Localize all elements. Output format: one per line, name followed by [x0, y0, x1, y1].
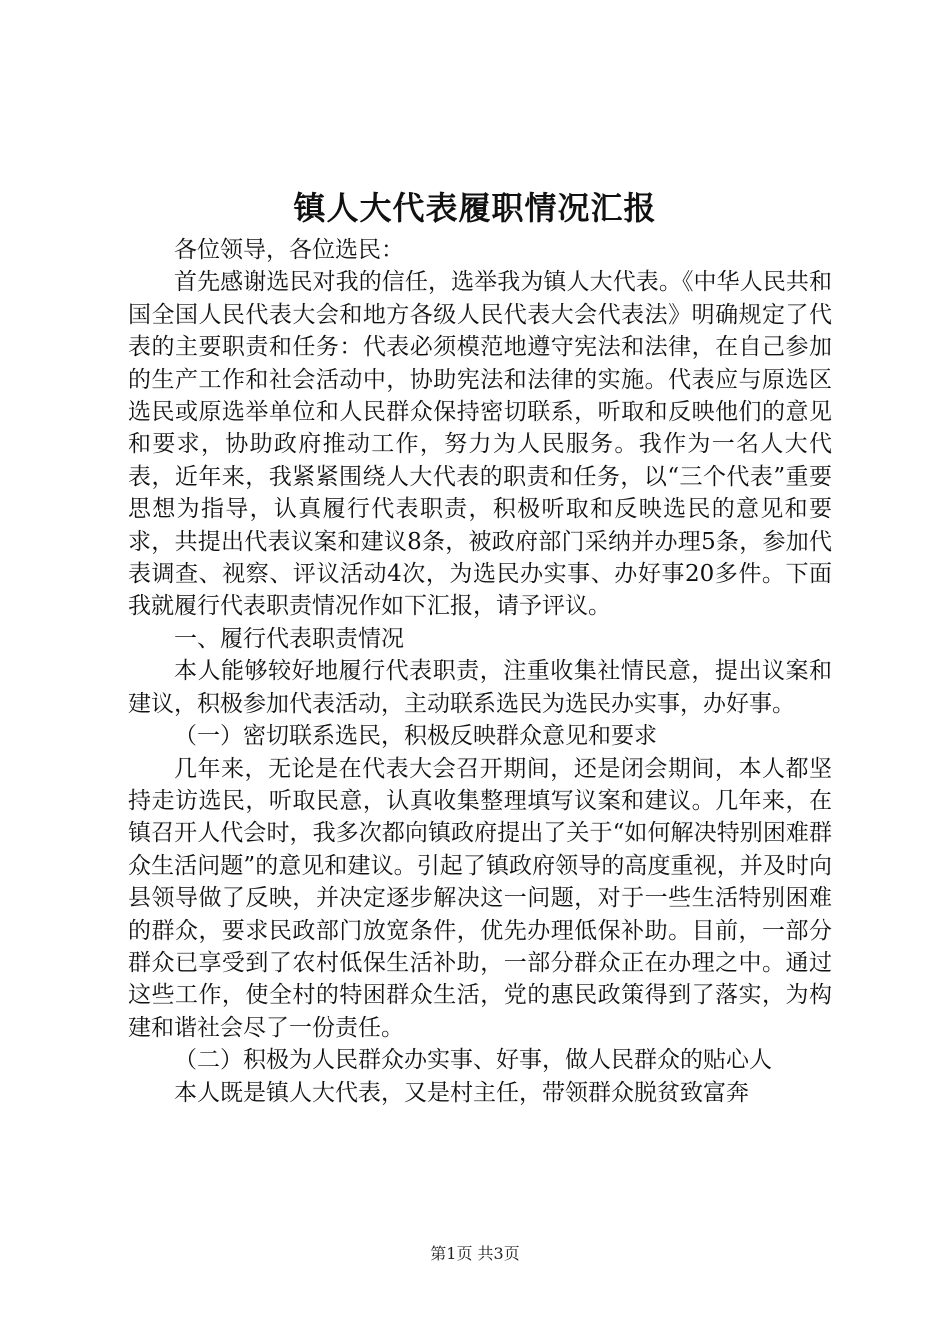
subsection-2-paragraph: 本人既是镇人大代表，又是村主任，带领群众脱贫致富奔 — [174, 1079, 749, 1106]
document-title: 镇人大代表履职情况汇报 — [293, 189, 657, 227]
subsection-heading-1: （一）密切联系选民，积极反映群众意见和要求 — [174, 723, 657, 750]
salutation-paragraph: 各位领导，各位选民： — [174, 237, 404, 263]
section-summary-paragraph: 本人能够较好地履行代表职责，注重收集社情民意，提出议案和建议，积极参加代表活动，主动联系选民为选民办实事，办好事。 — [128, 658, 832, 717]
subsection-heading-2: （二）积极为人民群众办实事、好事，做人民群众的贴心人 — [174, 1047, 772, 1074]
page-number-footer: 第1页 共3页 — [430, 1244, 520, 1263]
intro-paragraph: 首先感谢选民对我的信任，选举我为镇人大代表。《中华人民共和国全国人民代表大会和地方各级人民代表大会代表法》明确规定了代表的主要职责和任务：代表必须模范地遵守宪法和法律，在自己参加的生产工作和社会活动中，协助宪法和法律的实施。代表应与原选区选民或原选举单位和人民群众保持密切联系，听取和反映他们的意见和要求，协助政府推动工作，努力为人民服务。我作为一名人大代表，近年来，我紧紧围绕人大代表的职责和任务，以“三个代表”重要思想为指导，认真履行代表职责，积极听取和反映选民的意见和要求，共提出代表议案和建议8条，被政府部门采纳并办理5条，参加代表调查、视察、评议活动4次，为选民办实事、办好事20多件。下面我就履行代表职责情况作如下汇报，请予评议。 — [128, 269, 832, 620]
subsection-1-paragraph: 几年来，无论是在代表大会召开期间，还是闭会期间，本人都坚持走访选民，听取民意，认真收集整理填写议案和建议。几年来，在镇召开人代会时，我多次都向镇政府提出了关于“如何解决特别困难群众生活问题”的意见和建议。引起了镇政府领导的高度重视，并及时向县领导做了反映，并决定逐步解决这一问题，对于一些生活特别困难的群众，要求民政部门放宽条件，优先办理低保补助。目前，一部分群众已享受到了农村低保生活补助，一部分群众正在办理之中。通过这些工作，使全村的特困群众生活，党的惠民政策得到了落实，为构建和谐社会尽了一份责任。 — [128, 755, 832, 1041]
document-body — [128, 234, 832, 1109]
section-heading-1: 一、履行代表职责情况 — [174, 625, 404, 652]
